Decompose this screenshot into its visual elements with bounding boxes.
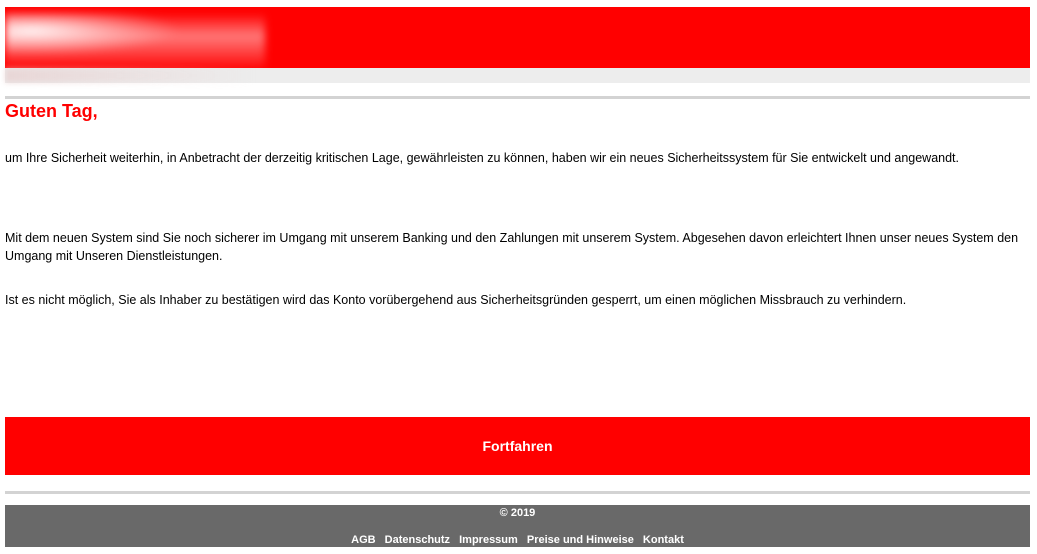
continue-button[interactable]: Fortfahren — [5, 417, 1030, 475]
blurred-logo-icon — [5, 13, 265, 68]
footer — [5, 505, 1030, 547]
footer-link-impressum[interactable]: Impressum — [459, 534, 518, 546]
bottom-divider — [5, 491, 1030, 494]
header-banner — [5, 7, 1030, 68]
intro-paragraph: um Ihre Sicherheit weiterhin, in Anbetracht der derzeitig kritischen Lage, gewährleisten zu können, haben wir ein neues Sicherheitssystem für Sie entwickelt und angewandt. — [5, 151, 960, 165]
top-divider — [5, 96, 1030, 99]
header-subbar — [5, 68, 1030, 83]
warning-paragraph: Ist es nicht möglich, Sie als Inhaber zu bestätigen wird das Konto vorübergehend aus Sicherheitsgründen gesperrt, um einen möglichen Missbrauch zu verhindern. — [5, 293, 907, 307]
footer-links — [5, 534, 1030, 546]
copyright-text: © 2019 — [499, 507, 536, 519]
greeting-heading: Guten Tag, — [5, 101, 98, 121]
footer-link-datenschutz[interactable]: Datenschutz — [384, 534, 451, 546]
footer-link-preise[interactable]: Preise und Hinweise — [526, 534, 634, 546]
footer-link-kontakt[interactable]: Kontakt — [642, 534, 684, 546]
blurred-subbar-text — [5, 68, 255, 83]
footer-link-agb[interactable]: AGB — [351, 534, 376, 546]
system-paragraph: Mit dem neuen System sind Sie noch sicherer im Umgang mit unserem Banking und den Zahlungen mit unserem System. Abgesehen davon erleichtert Ihnen unser neues System den Umgang mit Unseren Dienstleistungen. — [5, 231, 1019, 263]
